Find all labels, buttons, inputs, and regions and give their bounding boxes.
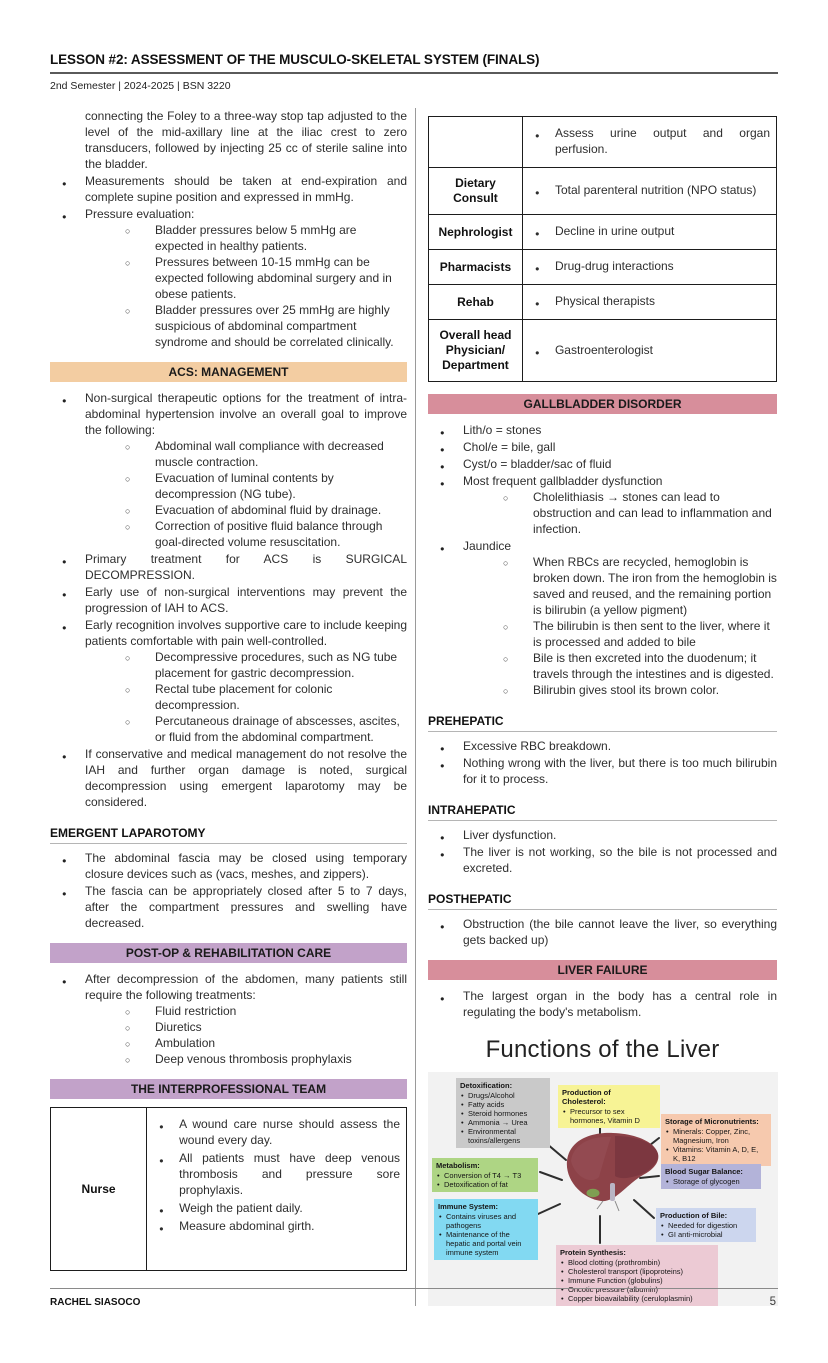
liver-failure-list (428, 988, 777, 1020)
table-item: ● Assess urine output and organ perfusion. (525, 125, 770, 157)
document-header (50, 52, 778, 92)
table-role-cell: Nephrologist (429, 215, 523, 250)
sub-list-item: ○ Decompressive procedures, such as NG tube placement for gastric decompression. (123, 649, 407, 681)
diagram-box-title: Detoxification: (460, 1081, 513, 1090)
sub-list-item: ○ Fluid restriction (123, 1003, 407, 1019)
list-item: ● Pressure evaluation: ○ Bladder pressures below 5 mmHg are expected in healthy patients. ○ Pressures between 10-15 mmHg can be expected following abdominal surgery and in obese patients. ○ Bladder pressures over 25 mmHg are highly suspicious of abdominal compartment syndrome and should be correlated clinically. (50, 206, 407, 350)
intrahepatic-list (428, 827, 777, 876)
sub-list-item: ○ Diuretics (123, 1019, 407, 1035)
list-item: ● The abdominal fascia may be closed using temporary closure devices such as (vacs, meshes, and zippers). (50, 850, 407, 882)
diagram-box-title: Protein Synthesis: (560, 1248, 626, 1257)
sub-list-item: ○ Rectal tube placement for colonic decompression. (123, 681, 407, 713)
list-item: ● Nothing wrong with the liver, but there is too much bilirubin for it to process. (428, 755, 777, 787)
table-item: ● Drug-drug interactions (525, 258, 770, 274)
list-item: ● Cyst/o = bladder/sac of fluid (428, 456, 777, 472)
subheading-intrahepatic: INTRAHEPATIC (428, 803, 777, 821)
table-row (51, 1108, 407, 1271)
list-item: • Minerals: Copper, Zinc, Magnesium, Iron (665, 1127, 767, 1145)
diagram-box-title: Production of Cholesterol: (562, 1088, 611, 1106)
table-item: ● Weigh the patient daily. (149, 1200, 400, 1216)
table-item: ● Total parenteral nutrition (NPO status) (525, 182, 770, 198)
sub-list-item: ○ Deep venous thrombosis prophylaxis (123, 1051, 407, 1067)
list-item: ● Early recognition involves supportive care to include keeping patients comfortable with pain well-controlled. ○ Decompressive procedures, such as NG tube placement for gastric decompression. ○ Rectal tube placement for colonic decompression. ○ Percutaneous drainage of abscesses, ascites, or fluid from the abdominal compartment. (50, 617, 407, 745)
list-item: • Blood clotting (prothrombin) (560, 1258, 714, 1267)
list-item: • Environmental toxins/allergens (460, 1127, 546, 1145)
table-role-cell: Pharmacists (429, 250, 523, 285)
list-item: • Storage of glycogen (665, 1177, 757, 1186)
emergent-laparotomy-list (50, 850, 407, 931)
list-item: ● If conservative and medical management do not resolve the IAH and further organ damage is noted, surgical decompression using emergent laparotomy may be considered. (50, 746, 407, 810)
diagram-box-cholesterol (558, 1085, 660, 1128)
list-item: ● Chol/e = bile, gall (428, 439, 777, 455)
page-number: 5 (769, 1296, 776, 1308)
gallbladder-list (428, 422, 777, 698)
section-header-acs-management: ACS: MANAGEMENT (50, 362, 407, 382)
table-items-cell (522, 320, 776, 382)
table-role-cell: Rehab (429, 285, 523, 320)
sub-list (123, 1003, 407, 1067)
postop-care-list (50, 971, 407, 1067)
section-header-interprofessional-team: THE INTERPROFESSIONAL TEAM (50, 1079, 407, 1099)
right-column (415, 108, 777, 1306)
nurse-role-table (50, 1107, 407, 1271)
diagram-box-title: Storage of Micronutrients: (665, 1117, 759, 1126)
table-item: ● Measure abdominal girth. (149, 1218, 400, 1234)
two-column-body (50, 108, 778, 1306)
table-row (429, 117, 777, 168)
sub-list (123, 438, 407, 550)
list-item: ● The largest organ in the body has a central role in regulating the body's metabolism. (428, 988, 777, 1020)
sub-list-item: ○ Correction of positive fluid balance through goal-directed volume resuscitation. (123, 518, 407, 550)
table-item: ● Decline in urine output (525, 223, 770, 239)
sub-list (123, 649, 407, 745)
list-item: • Precursor to sex hormones, Vitamin D (562, 1107, 656, 1125)
sub-list-item: ○ Evacuation of abdominal fluid by drainage. (123, 502, 407, 518)
subheading-emergent-laparotomy: EMERGENT LAPAROTOMY (50, 826, 407, 844)
list-item: ● The fascia can be appropriately closed after 5 to 7 days, after the compartment pressures and swelling have decreased. (50, 883, 407, 931)
table-items-cell (522, 285, 776, 320)
list-item: • Copper bioavailability (ceruloplasmin) (560, 1294, 714, 1303)
list-item: • Needed for digestion (660, 1221, 752, 1230)
diagram-box-detoxification (456, 1078, 550, 1148)
diagram-box-micronutrients (661, 1114, 771, 1166)
section-header-gallbladder-disorder: GALLBLADDER DISORDER (428, 394, 777, 414)
table-items-cell (522, 117, 776, 168)
section-header-liver-failure: LIVER FAILURE (428, 960, 777, 980)
list-item: ● Liver dysfunction. (428, 827, 777, 843)
list-item: • Maintenance of the hepatic and portal vein immune system (438, 1230, 534, 1257)
sub-list-item: ○ Ambulation (123, 1035, 407, 1051)
diagram-box-bile (656, 1208, 756, 1242)
list-item: • Conversion of T4 → T3 (436, 1171, 534, 1180)
list-item: • Drugs/Alcohol (460, 1091, 546, 1100)
posthepatic-list (428, 916, 777, 948)
sub-list-item: ○ The bilirubin is then sent to the liver, where it is processed and added to bile (501, 618, 777, 650)
sub-list (123, 222, 407, 350)
list-item: • Vitamins: Vitamin A, D, E, K, B12 (665, 1145, 767, 1163)
list-item: • Detoxification of fat (436, 1180, 534, 1189)
lesson-subtitle: 2nd Semester | 2024-2025 | BSN 3220 (50, 80, 231, 92)
sub-list-item: ○ Bilirubin gives stool its brown color. (501, 682, 777, 698)
table-item: ● All patients must have deep venous thrombosis and pressure sore prophylaxis. (149, 1150, 400, 1198)
pressure-list (50, 173, 407, 350)
table-item: ● Gastroenterologist (525, 342, 770, 358)
sub-list-item: ○ Percutaneous drainage of abscesses, ascites, or fluid from the abdominal compartment. (123, 713, 407, 745)
left-column (50, 108, 407, 1306)
list-item: ● Measurements should be taken at end-expiration and complete supine position and expressed in mmHg. (50, 173, 407, 205)
sub-list-item: ○ Pressures between 10-15 mmHg can be expected following abdominal surgery and in obese patients. (123, 254, 407, 302)
list-item: ● Non-surgical therapeutic options for the treatment of intra-abdominal hypertension involve an overall goal to improve the following: ○ Abdominal wall compliance with decreased muscle contraction. ○ Evacuation of luminal contents by decompression (NG tube). ○ Evacuation of abdominal fluid by drainage. ○ Correction of positive fluid balance through goal-directed volume resuscitation. (50, 390, 407, 550)
list-item: • Cholesterol transport (lipoproteins) (560, 1267, 714, 1276)
table-items-cell (147, 1108, 407, 1271)
table-role-cell: Dietary Consult (429, 168, 523, 215)
subheading-prehepatic: PREHEPATIC (428, 714, 777, 732)
sub-list (501, 489, 777, 537)
lesson-title: LESSON #2: ASSESSMENT OF THE MUSCULO-SKELETAL SYSTEM (FINALS) (50, 52, 778, 74)
footer-divider (50, 1288, 778, 1289)
table-row (429, 285, 777, 320)
list-item: ● Jaundice ○ When RBCs are recycled, hemoglobin is broken down. The iron from the hemoglobin is saved and reused, and the remaining portion is bilirubin (a yellow pigment) ○ The bilirubin is then sent to the liver, where it is processed and added to bile ○ Bile is then excreted into the duodenum; it travels through the intestines and is digested. ○ Bilirubin gives stool its brown color. (428, 538, 777, 698)
diagram-box-title: Production of Bile: (660, 1211, 728, 1220)
table-role-cell (429, 117, 523, 168)
table-item: ● A wound care nurse should assess the wound every day. (149, 1116, 400, 1148)
list-item: ● Most frequent gallbladder dysfunction ○ Cholelithiasis → stones can lead to obstruction and can lead to inflammation and infection. (428, 473, 777, 537)
sub-list-item: ○ Abdominal wall compliance with decreased muscle contraction. (123, 438, 407, 470)
diagram-box-title: Blood Sugar Balance: (665, 1167, 743, 1176)
list-item: ● Lith/o = stones (428, 422, 777, 438)
diagram-box-immune-system (434, 1199, 538, 1260)
section-header-postop-care: POST-OP & REHABILITATION CARE (50, 943, 407, 963)
sub-list-item: ○ Bladder pressures over 25 mmHg are highly suspicious of abdominal compartment syndrome and should be correlated clinically. (123, 302, 407, 350)
list-item: ● Excessive RBC breakdown. (428, 738, 777, 754)
table-item: ● Physical therapists (525, 293, 770, 309)
sub-list-item: ○ Bile is then excreted into the duodenum; it travels through the intestines and is digested. (501, 650, 777, 682)
diagram-box-protein-synthesis (556, 1245, 718, 1306)
list-item: • Ammonia → Urea (460, 1118, 546, 1127)
table-items-cell (522, 250, 776, 285)
sub-list-item: ○ When RBCs are recycled, hemoglobin is broken down. The iron from the hemoglobin is saved and reused, and the remaining portion is bilirubin (a yellow pigment) (501, 554, 777, 618)
list-item: ● After decompression of the abdomen, many patients still require the following treatments: ○ Fluid restriction ○ Diuretics ○ Ambulation ○ Deep venous thrombosis prophylaxis (50, 971, 407, 1067)
sub-list (501, 554, 777, 698)
liver-illustration-icon (563, 1127, 663, 1217)
diagram-box-metabolism (432, 1158, 538, 1192)
list-item: • GI anti-microbial (660, 1230, 752, 1239)
liver-functions-diagram (428, 1036, 777, 1306)
acs-management-list (50, 390, 407, 810)
list-item: ● Primary treatment for ACS is SURGICAL DECOMPRESSION. (50, 551, 407, 583)
table-items-cell (522, 215, 776, 250)
list-item: • Steroid hormones (460, 1109, 546, 1118)
table-role-cell: Nurse (51, 1108, 147, 1271)
list-item: ● Obstruction (the bile cannot leave the liver, so everything gets backed up) (428, 916, 777, 948)
list-item: ● Early use of non-surgical interventions may prevent the progression of IAH to ACS. (50, 584, 407, 616)
table-role-cell: Overall head Physician/ Department (429, 320, 523, 382)
prehepatic-list (428, 738, 777, 787)
list-item: ● The liver is not working, so the bile is not processed and excreted. (428, 844, 777, 876)
sub-list-item: ○ Bladder pressures below 5 mmHg are expected in healthy patients. (123, 222, 407, 254)
list-item: • Immune Function (globulins) (560, 1276, 714, 1285)
table-row (429, 168, 777, 215)
diagram-title: Functions of the Liver (485, 1036, 720, 1063)
list-item: • Contains viruses and pathogens (438, 1212, 534, 1230)
diagram-canvas (428, 1072, 778, 1306)
subheading-posthepatic: POSTHEPATIC (428, 892, 777, 910)
table-row (429, 320, 777, 382)
diagram-box-title: Metabolism: (436, 1161, 480, 1170)
table-items-cell (522, 168, 776, 215)
table-row (429, 215, 777, 250)
sub-list-item: ○ Evacuation of luminal contents by decompression (NG tube). (123, 470, 407, 502)
list-item: • Oncotic pressure (albumin) (560, 1285, 714, 1294)
list-item: • Fatty acids (460, 1100, 546, 1109)
table-row (429, 250, 777, 285)
diagram-box-blood-sugar (661, 1164, 761, 1189)
interprofessional-roles-table (428, 116, 777, 382)
diagram-box-title: Immune System: (438, 1202, 499, 1211)
continued-paragraph: connecting the Foley to a three-way stop tap adjusted to the level of the mid-axillary line at the iliac crest to zero transducers, followed by injecting 25 cc of sterile saline into the bladder. (85, 109, 407, 171)
footer-author: RACHEL SIASOCO (50, 1297, 141, 1308)
sub-list-item: ○ Cholelithiasis → stones can lead to obstruction and can lead to inflammation and infection. (501, 489, 777, 537)
